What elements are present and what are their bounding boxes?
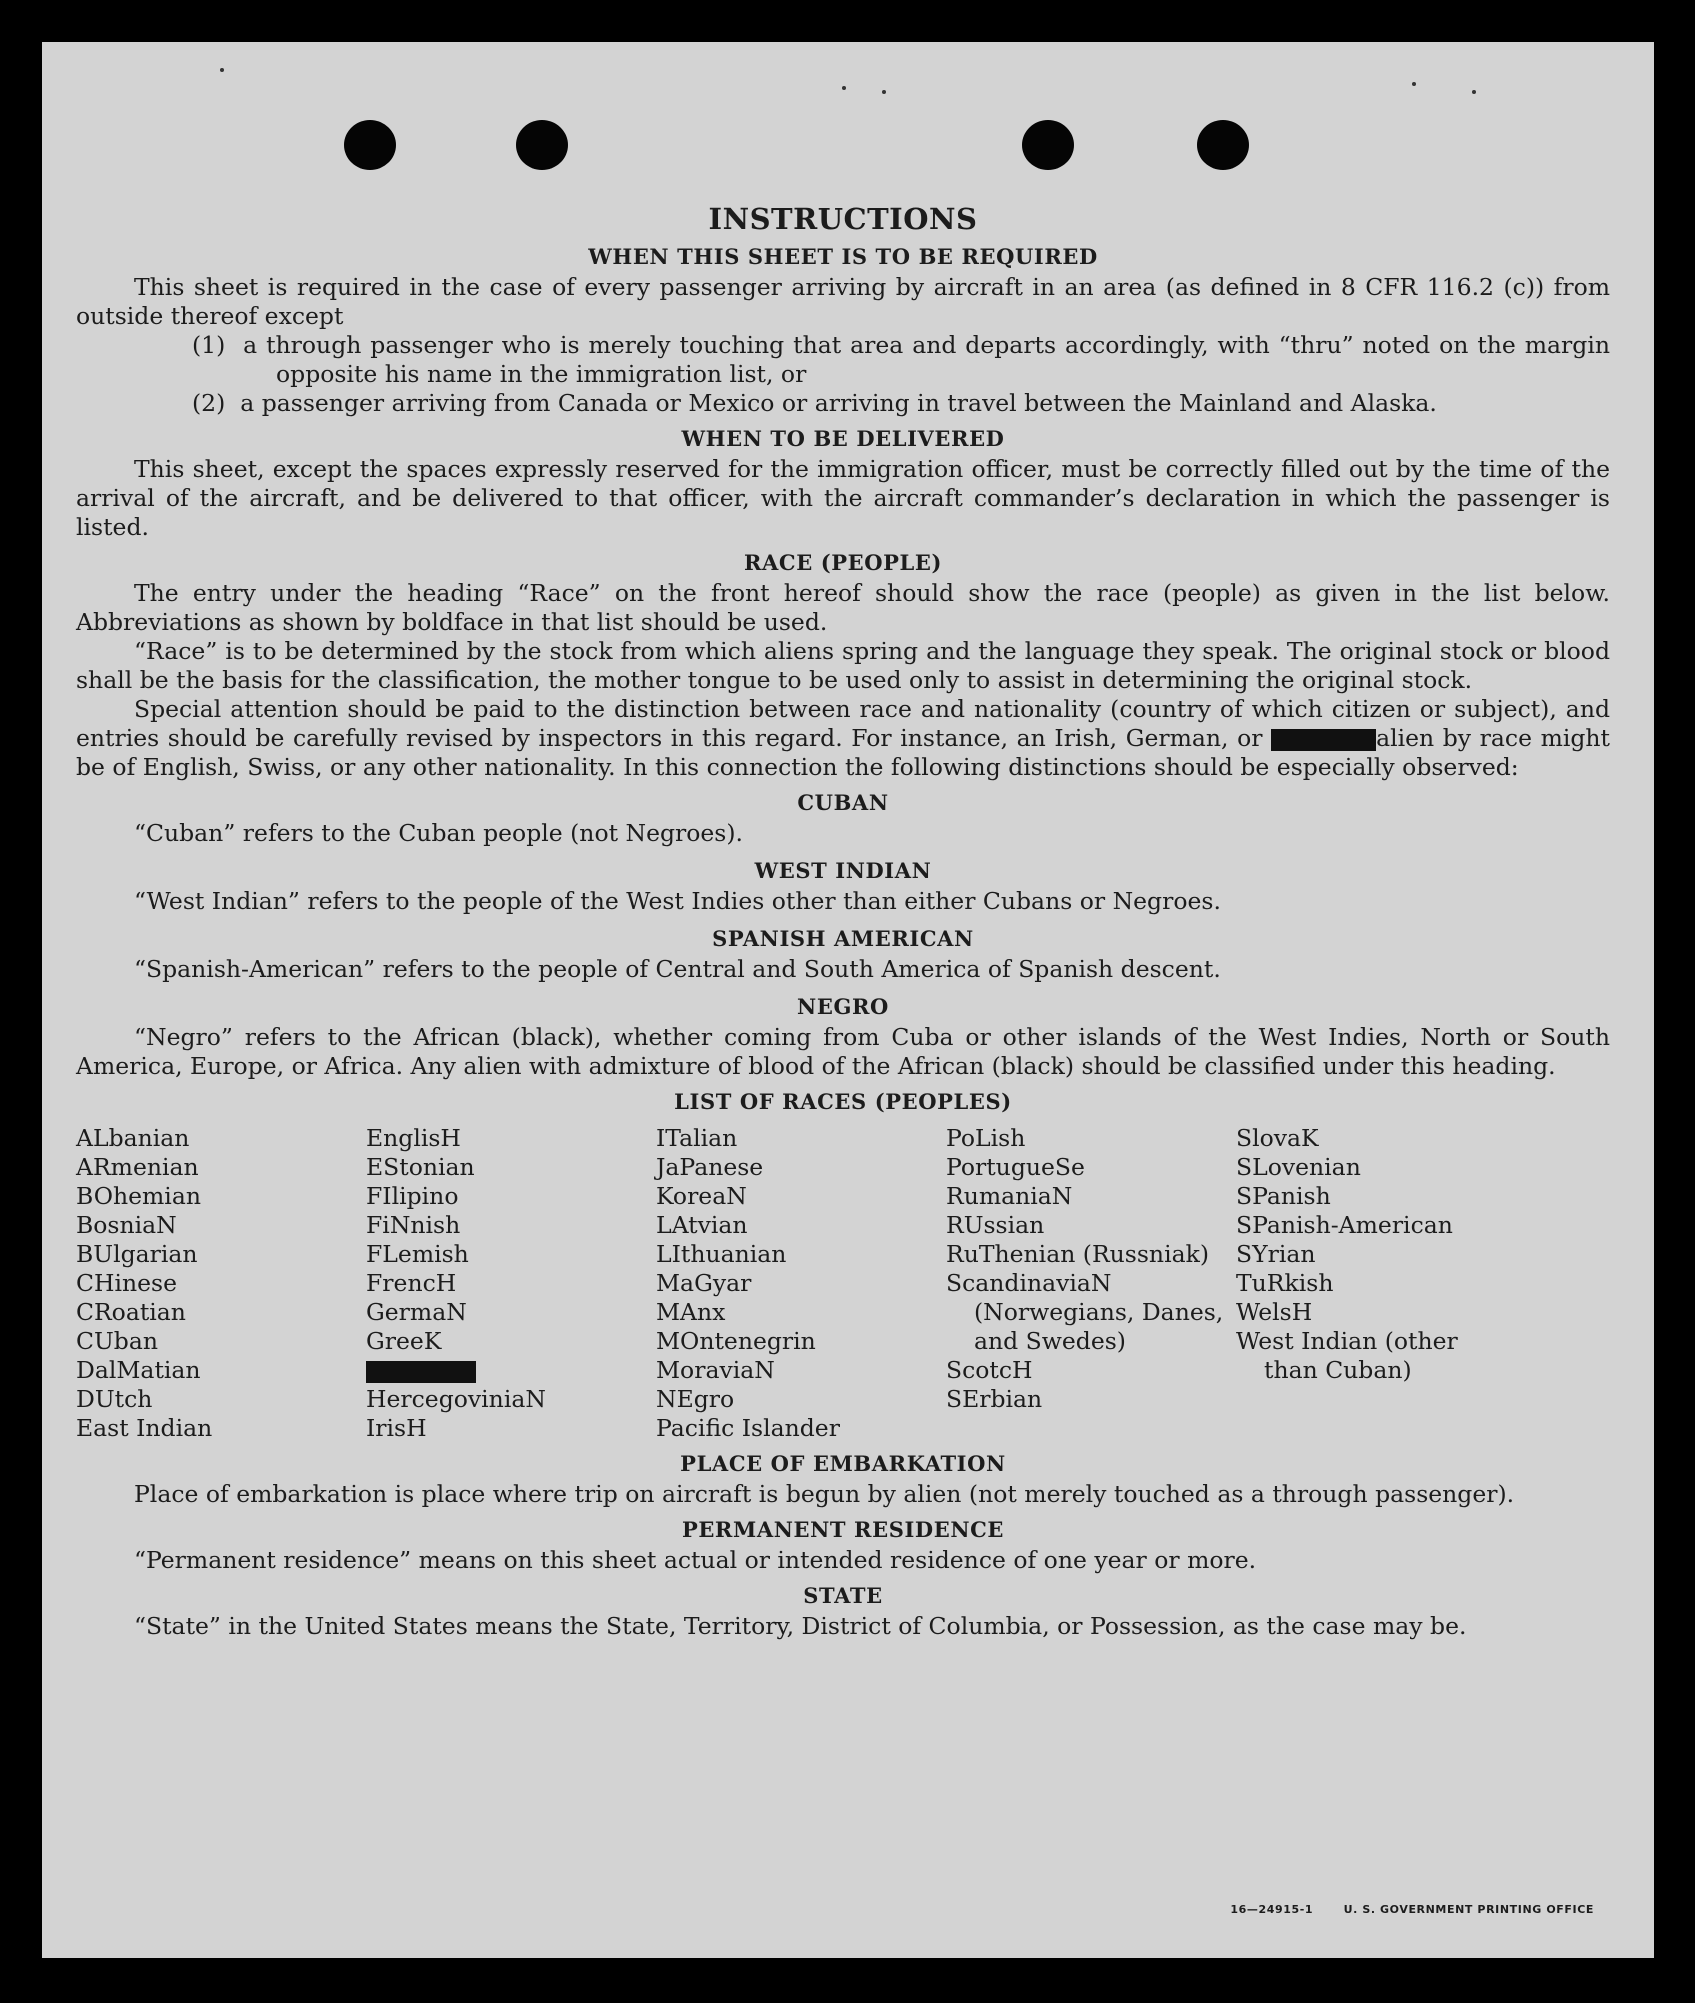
definition-text: “Spanish-American” refers to the people of Central and South America of Spanish descent. [134,955,1221,983]
race-item: SYrian [1236,1240,1316,1268]
race-item: ITalian [656,1124,738,1152]
definition-text: “Negro” refers to the African (black), whether coming from Cuba or other islands of the West Indies, North or South America, Europe, or Africa. Any alien with admixture of blood of the African (black) should be classified under this heading. [76,1023,1610,1080]
race-item: RUssian [946,1211,1045,1239]
punch-hole [1197,120,1249,170]
race-item: MOntenegrin [656,1327,816,1355]
race-item: BosniaN [76,1211,177,1239]
race-item: JaPanese [656,1153,764,1181]
text-part: alien by race might be of English, Swiss, or any other nationality. In this connection the following distinctions should be especially observed: [76,724,1610,781]
race-item: CUban [76,1327,158,1355]
race-column [656,1124,946,1443]
section-text: This sheet, except the spaces expressly reserved for the immigration officer, must be correctly filled out by the time of the arrival of the aircraft, and be delivered to that officer, with the aircraft commander’s declaration in which the passenger is listed. [76,455,1610,541]
printer-footer [1230,1903,1594,1916]
race-item: ScandinaviaN (Norwegians, Danes, and Swedes) [946,1269,1224,1355]
section-heading: RACE (PEOPLE) [743,550,943,575]
race-item: MoraviaN [656,1356,775,1384]
race-column [946,1124,1236,1443]
race-item: DalMatian [76,1356,201,1384]
redaction-mark [366,1361,476,1383]
race-item: ScotcH [946,1356,1033,1384]
race-item: PoLish [946,1124,1026,1152]
race-column [76,1124,366,1443]
section-heading: LIST OF RACES (PEOPLES) [674,1089,1012,1114]
race-item: EnglisH [366,1124,461,1152]
race-item: PortugueSe [946,1153,1085,1181]
item-text: a through passenger who is merely touching that area and departs accordingly, with “thru” noted on the margin opposite his name in the immigration list, or [243,331,1610,388]
section-text: “Permanent residence” means on this sheet actual or intended residence of one year or more. [134,1546,1257,1574]
race-item: RuThenian (Russniak) [946,1240,1209,1268]
race-item: FiNnish [366,1211,461,1239]
race-item: MAnx [656,1298,726,1326]
race-item: RumaniaN [946,1182,1073,1210]
race-item: FIlipino [366,1182,459,1210]
race-item: CRoatian [76,1298,186,1326]
item-number: (1) [192,331,226,359]
race-item: EStonian [366,1153,475,1181]
list-item [192,389,1610,418]
race-item: LAtvian [656,1211,748,1239]
section-heading: WHEN THIS SHEET IS TO BE REQUIRED [588,244,1098,269]
race-item: SPanish [1236,1182,1331,1210]
race-item: FrencH [366,1269,457,1297]
race-item: KoreaN [656,1182,747,1210]
item-text: a passenger arriving from Canada or Mexico or arriving in travel between the Mainland and Alaska. [240,389,1437,417]
speck [220,68,224,72]
definition-text: “Cuban” refers to the Cuban people (not Negroes). [134,819,744,847]
race-item: LIthuanian [656,1240,787,1268]
section-text: “State” in the United States means the State, Territory, District of Columbia, or Possession, as the case may be. [134,1612,1467,1640]
race-item: TuRkish [1236,1269,1334,1297]
race-item: ARmenian [76,1153,199,1181]
race-item: MaGyar [656,1269,752,1297]
page-title: INSTRUCTIONS [708,202,978,236]
section-text: This sheet is required in the case of every passenger arriving by aircraft in an area (as defined in 8 CFR 116.2 (c)) from outside thereof except [76,273,1610,330]
definition-text: “West Indian” refers to the people of the West Indies other than either Cubans or Negroes. [134,887,1221,915]
section-heading: PLACE OF EMBARKATION [680,1451,1006,1476]
definition-heading: CUBAN [797,790,889,815]
definition-heading: NEGRO [797,994,889,1019]
speck [1412,82,1416,86]
punch-hole [344,120,396,170]
section-text: The entry under the heading “Race” on the front hereof should show the race (people) as given in the list below. Abbreviations as shown by boldface in that list should be used. [76,579,1610,636]
race-item: IrisH [366,1414,427,1442]
race-item: BUlgarian [76,1240,198,1268]
race-item: Pacific Islander [656,1414,840,1442]
definition-heading: SPANISH AMERICAN [712,926,974,951]
race-item-redacted [366,1356,656,1385]
race-item: East Indian [76,1414,213,1442]
speck [882,90,886,94]
section-heading: WHEN TO BE DELIVERED [681,426,1005,451]
race-item: HercegoviniaN [366,1385,546,1413]
form-number: 16—24915-1 [1230,1903,1314,1916]
section-text: Place of embarkation is place where trip on aircraft is begun by alien (not merely touched as a through passenger). [134,1480,1515,1508]
race-item: SPanish-American [1236,1211,1453,1239]
race-item: West Indian (other than Cuban) [1236,1327,1458,1384]
race-item: ALbanian [76,1124,190,1152]
section-heading: STATE [803,1583,883,1608]
redaction-mark [1271,729,1376,751]
race-item: SLovenian [1236,1153,1361,1181]
race-item: WelsH [1236,1298,1313,1326]
race-column [366,1124,656,1443]
section-heading: PERMANENT RESIDENCE [681,1517,1005,1542]
race-list [76,1124,1610,1443]
race-column [1236,1124,1496,1443]
item-number: (2) [192,389,226,417]
race-item: NEgro [656,1385,735,1413]
race-item: GreeK [366,1327,442,1355]
printer-name: U. S. GOVERNMENT PRINTING OFFICE [1343,1903,1594,1916]
speck [1472,90,1476,94]
section-text: “Race” is to be determined by the stock from which aliens spring and the language they speak. The original stock or blood shall be the basis for the classification, the mother tongue to be used only to assist in determining the original stock. [76,637,1610,694]
race-item: BOhemian [76,1182,201,1210]
definition-heading: WEST INDIAN [754,858,932,883]
race-item: FLemish [366,1240,469,1268]
text-part: Special attention should be paid to the distinction between race and nationality (country of which citizen or subject), and entries should be carefully revised by inspectors in this regard. For instance, an Irish, German, or [76,695,1610,752]
instruction-sheet [42,42,1654,1958]
race-item: DUtch [76,1385,153,1413]
section-text [76,695,1610,782]
race-item: CHinese [76,1269,177,1297]
race-item: SlovaK [1236,1124,1319,1152]
race-item: GermaN [366,1298,467,1326]
race-item: SErbian [946,1385,1043,1413]
list-item [192,331,1610,389]
speck [842,86,846,90]
punch-hole [1022,120,1074,170]
punch-hole [516,120,568,170]
definitions [76,790,1610,1081]
